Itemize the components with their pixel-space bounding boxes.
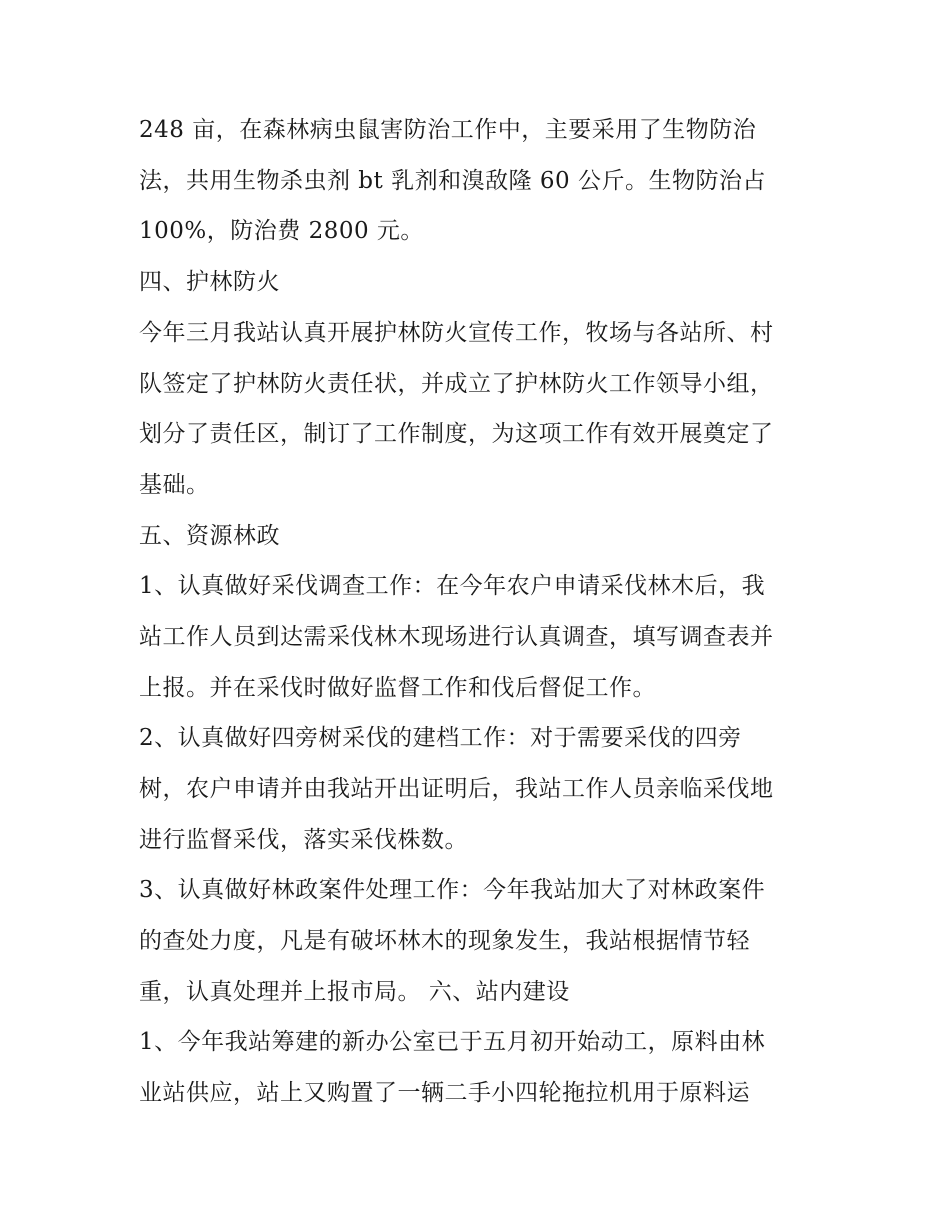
text-line: 100%，防治费 2800 元。: [139, 218, 424, 244]
text-line: 重，认真处理并上报市局。 六、站内建设: [139, 979, 570, 1005]
text-line: 今年三月我站认真开展护林防火宣传工作，牧场与各站所、村: [139, 320, 774, 346]
section-heading: 四、护林防火: [139, 269, 280, 295]
text-line: 进行监督采伐，落实采伐株数。: [139, 827, 468, 853]
section-heading: 五、资源林政: [139, 523, 280, 549]
text-line: 1、认真做好采伐调查工作：在今年农户申请采伐林木后，我: [139, 573, 766, 599]
text-line: 2、认真做好四旁树采伐的建档工作：对于需要采伐的四旁: [139, 725, 742, 751]
text-line: 248 亩，在森林病虫鼠害防治工作中，主要采用了生物防治: [139, 117, 757, 143]
text-line: 站工作人员到达需采伐林木现场进行认真调查，填写调查表并: [139, 624, 774, 650]
text-line: 法，共用生物杀虫剂 bt 乳剂和溴敌隆 60 公斤。生物防治占: [139, 168, 766, 194]
text-line: 树，农户申请并由我站开出证明后，我站工作人员亲临采伐地: [139, 776, 774, 802]
text-line: 划分了责任区，制订了工作制度，为这项工作有效开展奠定了: [139, 421, 774, 447]
text-line: 上报。并在采伐时做好监督工作和伐后督促工作。: [139, 675, 656, 701]
text-line: 的查处力度，凡是有破坏林木的现象发生，我站根据情节轻: [139, 928, 750, 954]
text-line: 基础。: [139, 472, 210, 498]
text-line: 业站供应，站上又购置了一辆二手小四轮拖拉机用于原料运: [139, 1080, 750, 1106]
text-line: 1、今年我站筹建的新办公室已于五月初开始动工，原料由林: [139, 1029, 766, 1055]
text-line: 3、认真做好林政案件处理工作：今年我站加大了对林政案件: [139, 877, 766, 903]
text-line: 队签定了护林防火责任状，并成立了护林防火工作领导小组，: [139, 371, 774, 397]
